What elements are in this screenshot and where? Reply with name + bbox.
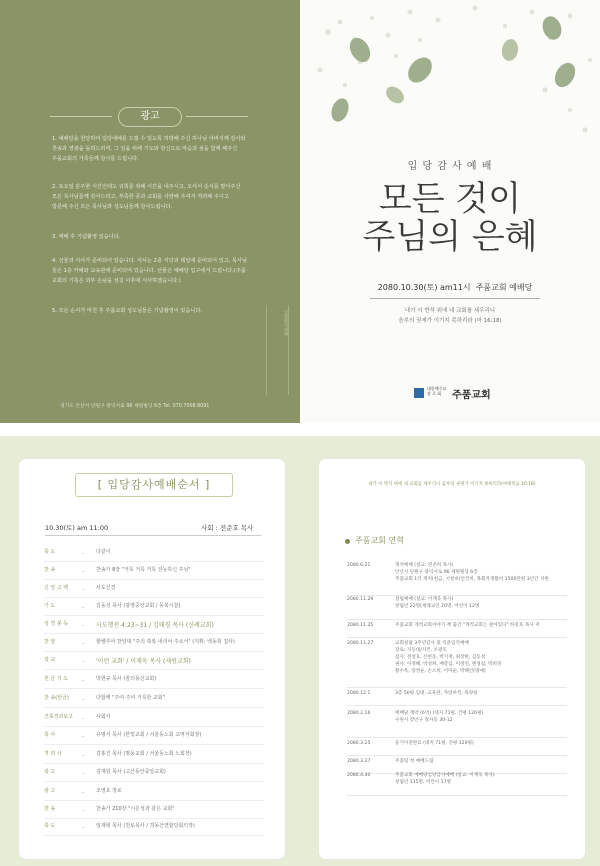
separator-mark: _: [82, 694, 85, 700]
history-verse: 내가 이 반석 위에 내 교회를 세우리니 음부의 권세가 이기지 못하리라(마태복음 16:18): [368, 482, 536, 487]
separator-mark: _: [82, 602, 85, 608]
divider: [44, 688, 264, 689]
history-desc: 3층 50평 임대, 교육관, 자랑루씩, 목양실: [395, 691, 478, 696]
order-row: [44, 656, 274, 670]
history-row: [347, 596, 567, 616]
order-row-label: 광 고: [44, 788, 56, 794]
advert-panel: [0, 0, 300, 423]
order-row: [44, 566, 274, 580]
divider: [44, 669, 264, 670]
order-row-label: 성 경 봉 독: [44, 621, 69, 627]
order-row: [44, 768, 274, 782]
order-row-label: 찬 송(헌금): [44, 695, 69, 701]
divider: [44, 707, 264, 708]
order-row-text: '이런 교회' / 이재욱 목사 (세원교회): [96, 658, 191, 665]
order-row: [44, 548, 274, 562]
order-row-label: 건축경과보고: [44, 714, 73, 720]
church-name: 주품교회: [452, 390, 491, 401]
history-date: 2080.3.27: [347, 759, 371, 764]
order-row-label: 광 고: [44, 769, 56, 775]
order-row-label: 설 교: [44, 657, 56, 663]
history-row: [347, 690, 567, 702]
divider: [44, 763, 264, 764]
advert-badge: 광고: [118, 107, 182, 127]
separator-mark: _: [82, 584, 85, 590]
history-date: 2080.11.29: [347, 597, 374, 602]
divider: [45, 535, 261, 536]
divider: [44, 615, 264, 616]
history-row: [347, 562, 567, 592]
divider: [347, 755, 567, 756]
cover-title: 주님의 은혜: [362, 217, 538, 257]
history-date: 2080.4.30: [347, 773, 371, 778]
cover-date: 2080.10.30(토) am11시: [377, 283, 471, 292]
denomination-tag: 대한예수교 장 로 회: [427, 386, 447, 396]
divider: [347, 687, 567, 688]
separator-mark: _: [82, 566, 85, 572]
order-row-label: 격 려 사: [44, 751, 62, 757]
divider: [44, 561, 264, 562]
separator-mark: _: [82, 638, 85, 644]
order-row-label: 축 사: [44, 732, 56, 738]
divider: [186, 116, 248, 117]
order-title: [ 입당감사예배순서 ]: [75, 473, 233, 497]
history-desc: 주품교회 예배당입당감사예배 (설교: 이재욱 목사) 창립년 115명, 어린이 17명: [395, 773, 495, 785]
history-row: [347, 758, 567, 770]
order-row: [44, 731, 274, 745]
cover-verse: 음부의 권세가 이기지 못하리라 (마 16:18): [398, 318, 502, 324]
separator-mark: _: [82, 822, 85, 828]
order-row-text: 다함께 "주여 주여 거룩한 교회": [96, 695, 165, 701]
divider: [44, 726, 264, 727]
advert-item: 3. 예배 후 기념촬영 있습니다.: [52, 234, 121, 240]
history-desc: 주품팀 첫 예배드림: [395, 759, 434, 764]
divider: [347, 637, 567, 638]
divider: [44, 818, 264, 819]
history-date: 2080.11.25: [347, 623, 374, 628]
order-row: [44, 787, 274, 801]
divider: [347, 705, 567, 706]
order-row-text: 사도신경: [96, 585, 116, 591]
order-row: [44, 584, 274, 598]
order-row-text: 사도행전 4:23~31 / 김태경 목사 (신례교회): [96, 622, 214, 629]
divider: [44, 579, 264, 580]
cover-verse: 내가 이 반석 위에 내 교회를 세우리니: [404, 308, 496, 314]
order-row-text: 사회자: [96, 714, 111, 720]
separator-mark: _: [82, 548, 85, 554]
history-desc: 개척예배 (설교: 전준희 목사) 안산시 단원구 광덕서로 96 세원빌딩 6층 주품교회 1억 개척(헌금, 시설비/인건비, 목회자생활비 1500만원 3년간 지원: [395, 563, 549, 582]
order-row-label: 축 도: [44, 823, 56, 829]
history-desc: 교회설립 3주년감사 및 직분임직예배 장로: 지동대/지건, 조광호 집사: 전성호, 신현동, 박기정, 최장한, 김동성 권사: 이정혜, 박성희, 배봉임, 이정연, 변경섭, 박희경 황수옥, 장영순, 손소희, 이미순, 박혜인(명예): [395, 641, 502, 674]
spine-line: [266, 305, 273, 395]
history-desc: 설립예배 (설교: 이재욱 목사) 창립년 22명(세례교인 20명, 어린이 12명: [395, 597, 480, 609]
divider: [44, 633, 264, 634]
order-row-label: 헌 금 기 도: [44, 676, 69, 682]
divider: [44, 781, 264, 782]
history-row: [347, 772, 567, 792]
order-row: [44, 822, 274, 836]
church-logo-icon: [414, 388, 424, 398]
order-row-label: 신 앙 고 백: [44, 585, 69, 591]
divider: [347, 737, 567, 738]
order-row: [44, 805, 274, 819]
divider: [44, 651, 264, 652]
bullet-icon: [345, 539, 350, 544]
separator-mark: _: [82, 713, 85, 719]
advert-item: 1. 예배당을 헌당하여 입당예배를 드릴 수 있도록 허락해 주신 하나님 아버지께 감사와 찬송과 영광을 돌려드리며, 그 일을 위해 기도와 헌신으로 마음과 섬을 함께 해주신 주품교회의 가족들께 감사를 드립니다.: [52, 136, 246, 162]
history-date: 2080.11.27: [347, 641, 374, 646]
order-row: [44, 675, 274, 689]
cover-date-line: [370, 282, 540, 299]
history-desc: 등기이전완료 (대지 71평, 건평 120평): [395, 741, 474, 746]
history-date: 2080.6.21: [347, 563, 371, 568]
spine-text: 입당감사예배: [283, 310, 288, 337]
separator-mark: _: [82, 656, 85, 662]
divider: [50, 116, 112, 117]
order-row: [44, 713, 274, 727]
order-row: [44, 602, 274, 616]
history-row: [347, 640, 567, 684]
order-row-label: 묵 도: [44, 549, 56, 555]
order-row: [44, 750, 274, 764]
advert-item: 2. 토요일 분주한 시간인데도 귀희를 위해 시간을 내주시고, 오셔서 순서를 맡아주신 모든 목사님들께 감사드리고, 부족한 종과 교회를 사랑해 주셔서 격려해 주시고 방문해 주신 모든 목사님과 성도님들께 감사드립니다.: [52, 184, 241, 210]
history-row: [347, 710, 567, 734]
advert-item: 5. 모든 순서가 마친 후 주품교회 성도님들은 기념촬영이 있습니다.: [52, 308, 203, 314]
order-row-text: 유병서 목사 (한빛교회 / 서울동노회 교역자회장): [96, 732, 202, 738]
separator-mark: _: [82, 787, 85, 793]
separator-mark: _: [82, 768, 85, 774]
advert-address: 경기도 안산시 단원구 광덕서로 96 세원빌딩 6층 Tel. 070.7008.8091: [60, 404, 210, 409]
history-desc: 예배당 계약 (6억) (대지 71평, 건평 120평) 수원시 장안구 정자동 30-12: [395, 711, 484, 723]
separator-mark: _: [82, 675, 85, 681]
order-row-text: 조영호 장로: [96, 788, 122, 794]
order-row-label: 찬 송: [44, 806, 56, 812]
separator-mark: _: [82, 620, 85, 626]
divider: [44, 597, 264, 598]
divider: [347, 795, 567, 796]
divider: [44, 744, 264, 745]
divider: [44, 835, 264, 836]
history-date: 2080.3.25: [347, 741, 371, 746]
order-host: 사회 : 전준호 목사: [201, 524, 254, 532]
order-row-label: 기 도: [44, 603, 56, 609]
cover-small-title: 입 당 감 사 예 배: [407, 161, 493, 172]
spine-line: [288, 305, 295, 395]
divider: [44, 800, 264, 801]
separator-mark: _: [82, 731, 85, 737]
floral-illustration: [300, 0, 600, 160]
separator-mark: _: [82, 805, 85, 811]
order-row-text: 김동성 목사 (광명중앙교회 / 동북시찰): [96, 603, 181, 609]
order-row-text: 찬송가 210장 "시온성과 같은 교회": [96, 806, 175, 812]
order-row-label: 찬 양: [44, 639, 56, 645]
order-row-label: 찬 송: [44, 567, 56, 573]
history-date: 2080.12.1: [347, 691, 371, 696]
order-row-text: 임재혁 목사 (원로목사 / 경동산연합당회의장): [96, 823, 195, 829]
divider: [347, 619, 567, 620]
order-row-text: 박현규 목사 (꿈의동산교회): [96, 676, 157, 682]
history-row: [347, 740, 567, 752]
cover-panel: [300, 0, 600, 423]
order-date: 10.30(토) am 11:00: [45, 524, 109, 532]
order-row-text: 찬송가 8장 "거룩 거룩 거룩 전능하신 주님": [96, 567, 191, 573]
order-row-text: 김홍진 목사 (명동교회 / 서울동노회 노회장): [96, 751, 192, 757]
order-row-text: 김재원 목사 (고산동안중앙교회): [96, 769, 166, 775]
order-row: [44, 638, 274, 652]
order-row: [44, 620, 274, 634]
order-row: [44, 694, 274, 708]
advert-item: 4. 선물과 식사가 준비되어 있습니다. 식사는 2층 식당과 테일에 준비되어 있고, 목사님 들은 1층 카페와 교육관에 준비되어 있습니다. 선물은 예배당 입구에서 드립니다.(주품 교회의 기록은 외부 손님을 섬김 이후에 식사하겠습니다.): [52, 258, 248, 284]
cover-place: 주품교회 예배당: [475, 283, 533, 292]
history-desc: 주품교회 개척교회이야기 책 출간 "개척교회는 살아있다" 한중호 목사 저: [395, 623, 540, 628]
history-heading: 주품교회 연혁: [355, 536, 404, 545]
cover-title: 모든 것이: [378, 179, 522, 219]
order-row-text: 할렐루야 찬양대 "주의 축복 내리어 주소서" (지휘: 백동희 집사): [96, 639, 235, 645]
history-row: [347, 622, 567, 634]
history-date: 2080.2.16: [347, 711, 371, 716]
separator-mark: _: [82, 750, 85, 756]
order-row-text: 다같이: [96, 549, 111, 555]
